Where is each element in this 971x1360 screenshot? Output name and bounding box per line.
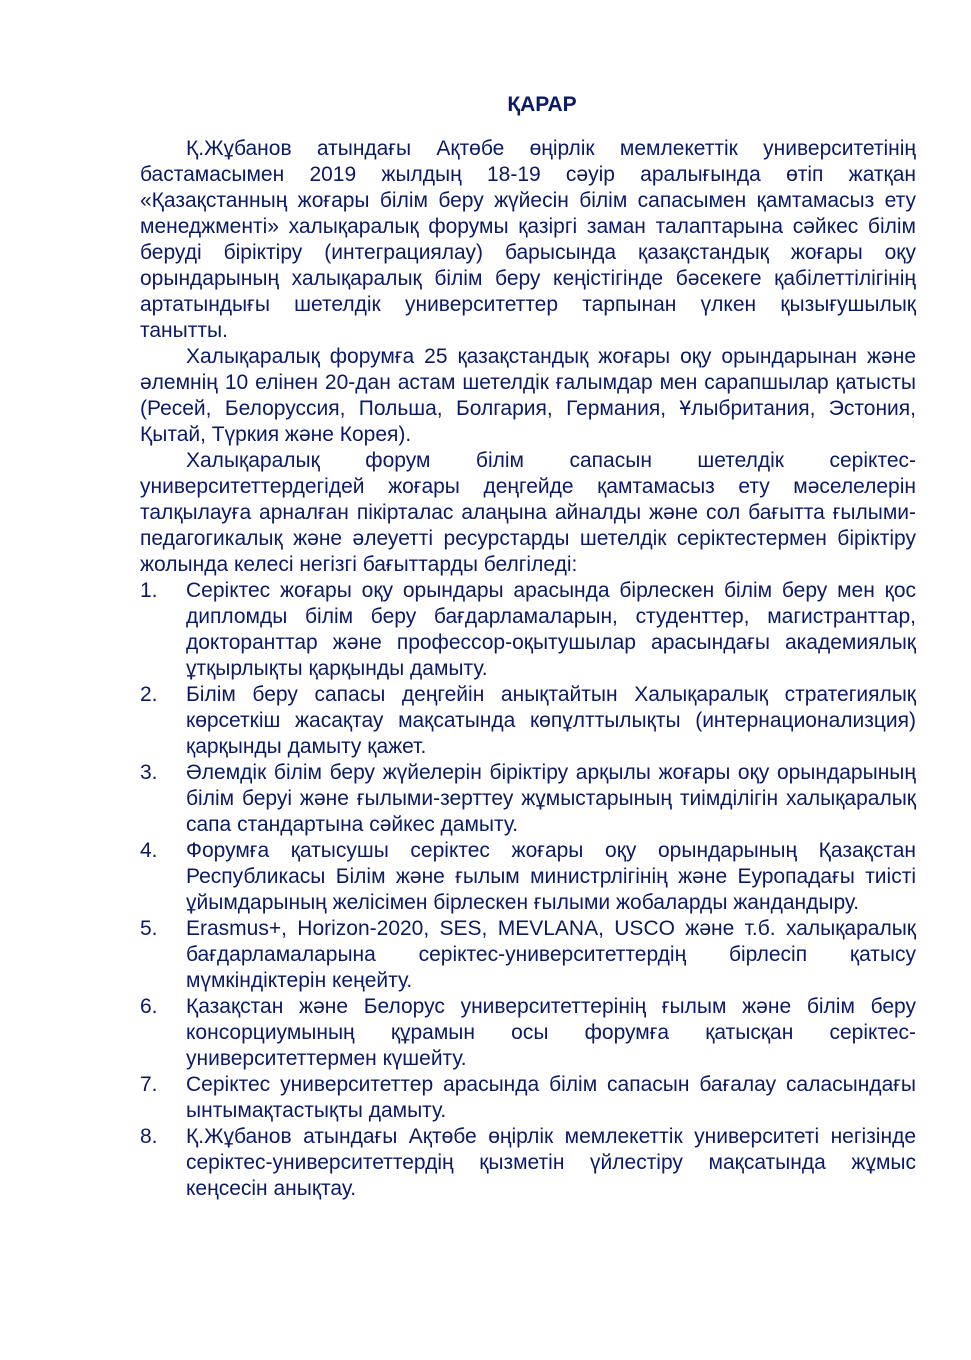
intro-paragraph: Қ.Жұбанов атындағы Ақтөбе өңірлік мемлекеттік университетінің бастамасымен 2019 жылдың 18-19 сәуір аралығында өтіп жатқан «Қазақстанның жоғары білім беру жүйесін білім сапасымен қамтамасыз ету менеджменті» халықаралық форумы қазіргі заман талаптарына сәйкес білім беруді біріктіру (интеграциялау) барысында қазақстандық жоғары оқу орындарының халықаралық білім беру кеңістігінде бәсекеге қабілеттілігінің артатындығы шетелдік университеттер тарпынан үлкен қызығушылық танытты. — [140, 137, 916, 342]
list-item — [140, 916, 916, 994]
list-item — [140, 760, 916, 838]
list-item-number: 6. — [140, 995, 158, 1018]
list-item-number: 3. — [140, 761, 158, 784]
list-item-text: Серіктес жоғары оқу орындары арасында бірлескен білім беру мен қос дипломды білім беру бағдарламаларын, студенттер, магистранттар, докторанттар және профессор-оқытушылар арасындағы академиялық ұтқырлықты қарқынды дамыту. — [186, 579, 916, 680]
list-item — [140, 578, 916, 682]
list-item-number: 2. — [140, 683, 158, 706]
list-item-text: Білім беру сапасы деңгейін анықтайтын Халықаралық стратегиялық көрсеткіш жасақтау мақсатында көпұлттылықты (интернационализция) қарқынды дамыту қажет. — [186, 683, 916, 758]
list-item — [140, 994, 916, 1072]
directions-paragraph: Халықаралық форум білім сапасын шетелдік серіктес-университеттердегідей жоғары деңгейде қамтамасыз ету мәселелерін талқылауға арналған пікірталас алаңына айналды және сол бағытта ғылыми-педагогикалық және әлеуетті ресурстарды шетелдік серіктестермен біріктіру жолында келесі негізгі бағыттарды белгіледі: — [140, 449, 916, 576]
list-item-number: 8. — [140, 1125, 158, 1148]
resolution-list — [140, 578, 916, 1202]
list-item-text: Erasmus+, Horizon-2020, SES, MEVLANA, USCO және т.б. халықаралық бағдарламаларына серіктес-университеттердің бірлесіп қатысу мүмкіндіктерін кеңейту. — [186, 917, 916, 992]
participants-paragraph: Халықаралық форумға 25 қазақстандық жоғары оқу орындарынан және әлемнің 10 елінен 20-дан астам шетелдік ғалымдар мен сарапшылар қатысты (Ресей, Белоруссия, Польша, Болгария, Германия, Ұлыбритания, Эстония, Қытай, Түркия және Корея). — [140, 345, 916, 446]
list-item — [140, 682, 916, 760]
list-item-text: Әлемдік білім беру жүйелерін біріктіру арқылы жоғары оқу орындарының білім беруі және ғылыми-зерттеу жұмыстарының тиімділігін халықаралық сапа стандартына сәйкес дамыту. — [186, 761, 916, 836]
list-item-number: 7. — [140, 1073, 158, 1096]
document-page — [140, 92, 916, 1202]
list-item — [140, 1072, 916, 1124]
list-item-number: 5. — [140, 917, 158, 940]
list-item-text: Серіктес университеттер арасында білім сапасын бағалау саласындағы ынтымақтастықты дамыту. — [186, 1073, 916, 1122]
list-item-text: Форумға қатысушы серіктес жоғары оқу орындарының Қазақстан Республикасы Білім және ғылым министрлігінің және Еуропадағы тиісті ұйымдарының желісімен бірлескен ғылыми жобаларды жандандыру. — [186, 839, 916, 914]
list-item — [140, 838, 916, 916]
document-title: ҚАРАР — [507, 93, 577, 116]
list-item-text: Қ.Жұбанов атындағы Ақтөбе өңірлік мемлекеттік университеті негізінде серіктес-университеттердің қызметін үйлестіру мақсатында жұмыс кеңсесін анықтау. — [186, 1125, 916, 1200]
list-item — [140, 1124, 916, 1202]
list-item-number: 1. — [140, 579, 158, 602]
list-item-number: 4. — [140, 839, 158, 862]
list-item-text: Қазақстан және Белорус университеттерінің ғылым және білім беру консорциумының құрамын осы форумға қатысқан серіктес-университеттермен күшейту. — [186, 995, 916, 1070]
